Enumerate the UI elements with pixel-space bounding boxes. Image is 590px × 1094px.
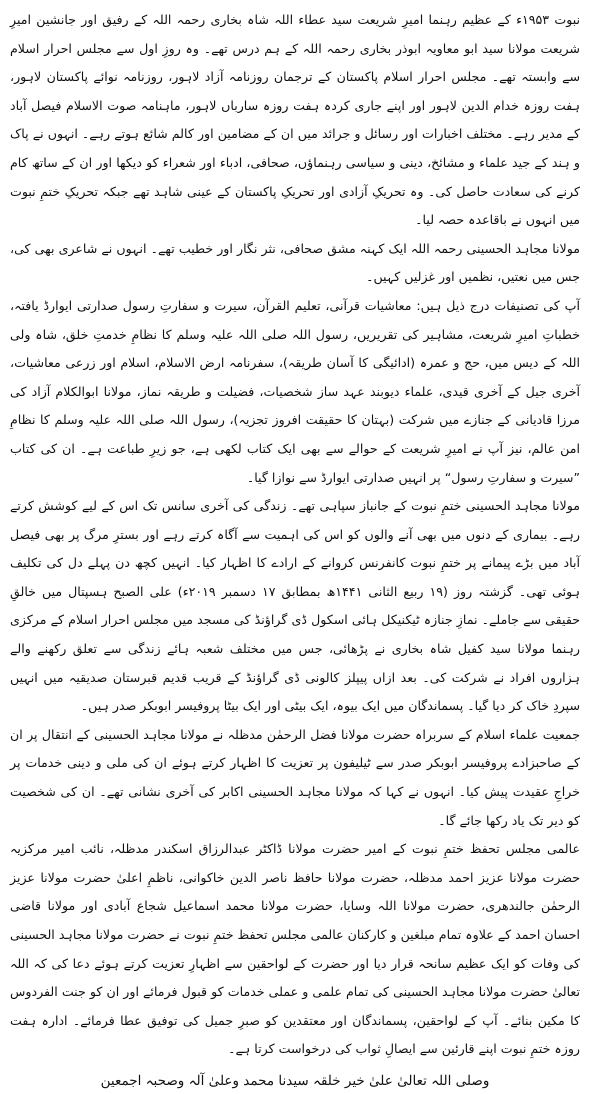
closing-benediction: وصلی اللہ تعالیٰ علیٰ خیر خلقہ سیدنا محمد وعلیٰ آلہ وصحبہ اجمعین (100, 1072, 490, 1089)
paragraph-biography: نبوت ۱۹۵۳ء کے عظیم رہنما امیرِ شریعت سید عطاء اللہ شاہ بخاری رحمہ اللہ کے رفیق اور جانشین امیرِ شریعت مولانا سید ابو معاویہ ابوذر بخاری رحمہ اللہ کے ہم درس تھے۔ وہ روزِ اول سے مجلس احرار اسلام سے وابستہ تھے۔ مجلس احرار اسلام پاکستان کے ترجمان روزنامہ آزاد لاہور، روزنامہ نوائے پاکستان لاہور، ہفت روزہ خدام الدین لاہور اور اپنے جاری کردہ ہفت روزہ سارباں لاہور، ماہنامہ صوت الاسلام فیصل آباد کے مدیر رہے۔ مختلف اخبارات اور رسائل و جرائد میں ان کے مضامین اور کالم شائع ہوتے رہے۔ انہوں نے پاک و ہند کے جید علماء و مشائخ، دینی و سیاسی رہنماؤں، صحافی، ادباء اور شعراء کو دیکھا اور ان کے ساتھ کام کرنے کی سعادت حاصل کی۔ وہ تحریکِ آزادی اور تحریکِ پاکستان کے عینی شاہد تھے جبکہ تحریکِ ختمِ نبوت میں انہوں نے باقاعدہ حصہ لیا۔ (10, 12, 581, 228)
paragraph-books: آپ کی تصنیفات درج ذیل ہیں: معاشیات قرآنی، تعلیم القرآن، سیرت و سفارتِ رسول صدارتی ایوارڈ یافتہ، خطباتِ امیرِ شریعت، مشاہیر کی تقریریں، رسول اللہ صلی اللہ علیہ وسلم کا نظامِ خدمتِ خلق، شاہ ولی اللہ کے دیس میں، حج و عمرہ (ادائیگی کا آسان طریقہ)، سفرنامہ ارض الاسلام، اسلام اور زرعی معاشیات، آخری جیل کے آخری قیدی، علماء دیوبند عہد ساز شخصیات، فضیلت و طریقہ نماز، مولانا ابوالکلام آزاد کی مرزا قادیانی کے جنازے میں شرکت (بہتان کا حقیقت افروز تجزیہ)، رسول اللہ صلی اللہ علیہ وسلم کا نظامِ امن عالم، نیز آپ نے امیرِ شریعت کے حوالے سے بھی ایک کتاب لکھی ہے، جو زیرِ طباعت ہے۔ ان کی کتاب ”سیرت و سفارتِ رسول“ پر انہیں صدارتی ایوارڈ سے نوازا گیا۔ (10, 297, 580, 485)
paragraph-journalist: مولانا مجاہد الحسینی رحمہ اللہ ایک کہنہ مشق صحافی، نثر نگار اور خطیب تھے۔ انہوں نے شاعری بھی کی، جس میں نعتیں، نظمیں اور غزلیں کہیں۔ (10, 240, 580, 285)
paragraph-condolence-jui: جمعیت علماء اسلام کے سربراہ حضرت مولانا فضل الرحمٰن مدظلہ نے مولانا مجاہد الحسینی کے انتقال پر ان کے صاحبزادے پروفیسر ابوبکر صدر سے ٹیلیفون پر تعزیت کا اظہار کرتے ہوئے ان کی ملی و دینی خدمات پر خراجِ عقیدت پیش کیا۔ انہوں نے کہا کہ مولانا مجاہد الحسینی اکابر کی آخری نشانی تھے۔ ان کی شخصیت کو دیر تک یاد رکھا جائے گا۔ (10, 726, 580, 828)
paragraph-death: مولانا مجاہد الحسینی ختمِ نبوت کے جانباز سپاہی تھے۔ زندگی کی آخری سانس تک اس کے لیے کوشش کرتے رہے۔ بیماری کے دنوں میں بھی آنے والوں کو اس کی اہمیت سے آگاہ کرتے رہے اور بسترِ مرگ پر بھی فیصل آباد میں بڑے پیمانے پر ختمِ نبوت کانفرنس کروانے کے ارادے کا اظہار کیا۔ انہیں کچھ دن پہلے دل کی تکلیف ہوئی تھی۔ گزشتہ روز (۱۹ ربیع الثانی ۱۴۴۱ھ بمطابق ۱۷ دسمبر ۲۰۱۹ء) علی الصبح ہسپتال میں خالقِ حقیقی سے جاملے۔ نمازِ جنازہ ٹیکنیکل ہائی اسکول ڈی گراؤنڈ کی مسجد میں مجلس احرار اسلام کے مرکزی رہنما مولانا سید کفیل شاہ بخاری نے پڑھائی، جس میں مختلف شعبہ ہائے زندگی سے تعلق رکھنے والے ہزاروں افراد نے شرکت کی۔ بعد ازاں پیپلز کالونی ڈی گراؤنڈ کے قریب قدیم قبرستان صدیقیہ میں انہیں سپردِ خاک کر دیا گیا۔ پسماندگان میں ایک بیوہ، ایک بیٹی اور ایک بیٹا پروفیسر ابوبکر صدر ہیں۔ (10, 498, 581, 714)
article-body (10, 6, 581, 1089)
paragraph-condolence-majlis: عالمی مجلس تحفظ ختمِ نبوت کے امیر حضرت مولانا ڈاکٹر عبدالرزاق اسکندر مدظلہ، نائب امیر مرکزیہ حضرت مولانا عزیز احمد مدظلہ، حضرت مولانا حافظ ناصر الدین خاکوانی، ناظمِ اعلیٰ حضرت مولانا عزیز الرحمٰن جالندھری، حضرت مولانا اللہ وسایا، حضرت مولانا محمد اسماعیل شجاع آبادی اور مولانا قاضی احسان احمد کے علاوہ تمام مبلغین و کارکنان عالمی مجلس تحفظ ختمِ نبوت نے حضرت مولانا مجاہد الحسینی کی وفات کو ایک عظیم سانحہ قرار دیا اور حضرت کے لواحقین سے اظہارِ تعزیت کرتے ہوئے دعا کی کہ اللہ تعالیٰ حضرت مولانا مجاہد الحسینی کی تمام علمی و عملی خدمات کو قبول فرمائے اور ان کو جنت الفردوس کا مکین بنائے۔ آپ کے لواحقین، پسماندگان اور معتقدین کو صبرِ جمیل کی توفیق عطا فرمائے۔ ادارہ ہفت روزہ ختمِ نبوت اپنے قارئین سے ایصالِ ثواب کی درخواست کرتا ہے۔ (10, 841, 580, 1057)
